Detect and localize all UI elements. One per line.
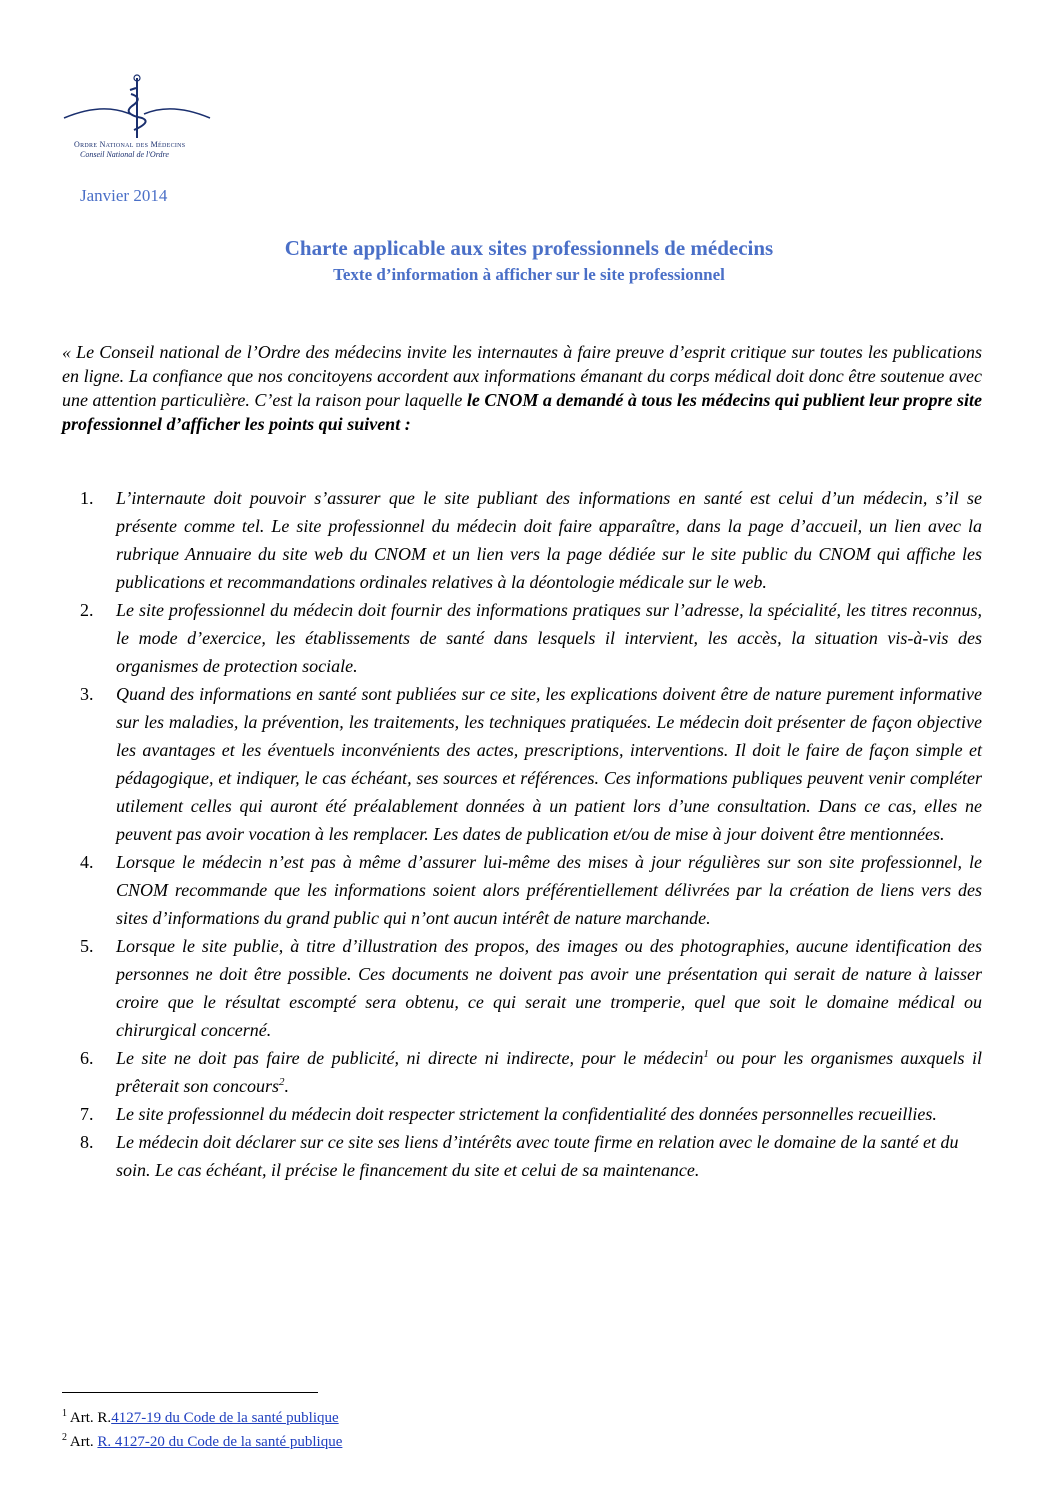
footnote-mark: 2	[62, 1432, 67, 1443]
footnote-ref[interactable]: 1	[703, 1048, 709, 1060]
item-number: 7.	[80, 1104, 94, 1124]
item-text: Le médecin doit déclarer sur ce site ses liens d’intérêts avec toute firme en relation avec le domaine de la santé et du soin. Le cas échéant, il précise le financement du site et celui de sa maintenance.	[116, 1132, 959, 1180]
footnote-mark: 1	[62, 1408, 67, 1419]
intro-paragraph	[62, 340, 982, 436]
item-number: 2.	[80, 600, 94, 620]
item-number: 8.	[80, 1132, 94, 1152]
footnote	[62, 1428, 342, 1452]
page-title: Charte applicable aux sites professionnels de médecins	[284, 236, 774, 260]
list-item	[62, 596, 982, 680]
item-text: Quand des informations en santé sont publiées sur ce site, les explications doivent être de nature purement informative sur les maladies, la prévention, les traitements, les techniques pratiquées. Le médecin doit présenter de façon objective les avantages et les éventuels inconvénients des actes, prescriptions, interventions. Il doit le faire de façon simple et pédagogique, et indiquer, le cas échéant, ses sources et références. Ces informations publiques peuvent venir compléter utilement celles qui auront été préalablement données à un patient lors d’une consultation. Dans ce cas, elles ne peuvent pas avoir vocation à les remplacer. Les dates de publication et/ou de mise à jour doivent être mentionnées.	[116, 684, 982, 844]
footnote-link[interactable]: 4127-19 du Code de la santé publique	[111, 1410, 339, 1426]
item-number: 3.	[80, 684, 94, 704]
list-item	[62, 1044, 982, 1100]
intro-normal: « Le Conseil national de l’Ordre des médecins invite les internautes à faire preuve d’esprit critique sur toutes les publications en ligne. La confiance que nos concitoyens accordent aux informations émanant du corps médical doit donc être soutenue avec une attention particulière. C’est la raison pour laquelle	[62, 342, 982, 410]
item-text: Le site ne doit pas faire de publicité, ni directe ni indirecte, pour le médecin	[116, 1048, 704, 1068]
document-date: Janvier 2014	[80, 186, 168, 205]
list-item	[62, 932, 982, 1044]
footnote-prefix: Art. R.	[67, 1410, 112, 1426]
footnote-prefix: Art.	[67, 1434, 98, 1450]
logo-org-name: Ordre National des Médecins	[74, 140, 186, 149]
list-item	[62, 484, 982, 596]
item-text: Lorsque le médecin n’est pas à même d’assurer lui-même des mises à jour régulières sur son site professionnel, le CNOM recommande que les informations soient alors préférentiellement délivrées par la création de liens vers des sites d’informations du grand public qui n’ont aucun intérêt de nature marchande.	[116, 852, 982, 928]
item-text: L’internaute doit pouvoir s’assurer que le site publiant des informations en santé est celui d’un médecin, s’il se présente comme tel. Le site professionnel du médecin doit faire apparaître, dans la page d’accueil, un lien avec la rubrique Annuaire du site web du CNOM et un lien vers la page dédiée sur le site public du CNOM qui affiche les publications et recommandations ordinales relatives à la déontologie médicale sur le web.	[116, 488, 982, 592]
footnotes	[62, 1404, 342, 1452]
item-number: 5.	[80, 936, 94, 956]
list-item	[62, 1100, 982, 1128]
logo-org-sub: Conseil National de l'Ordre	[80, 150, 169, 159]
page-subtitle: Texte d’information à afficher sur le site professionnel	[333, 265, 725, 284]
item-text: Le site professionnel du médecin doit respecter strictement la confidentialité des données personnelles recueillies.	[116, 1104, 937, 1124]
footnote-ref[interactable]: 2	[278, 1076, 285, 1088]
list-item	[62, 1128, 982, 1184]
item-text: ou pour les organismes auxquels il prêterait son concours	[116, 1048, 983, 1096]
item-text: Lorsque le site publie, à titre d’illustration des propos, des images ou des photographies, aucune identification des personnes ne doit être possible. Ces documents ne doivent pas avoir une présentation qui serait de nature à laisser croire que le résultat escompté sera obtenu, ce qui serait une tromperie, quel que soit le domaine médical ou chirurgical concerné.	[116, 936, 982, 1040]
list-item	[62, 848, 982, 932]
item-text: .	[284, 1076, 289, 1096]
intro-bold: le CNOM a demandé à tous les médecins qui publient leur propre site professionnel d’afficher les points qui suivent :	[62, 390, 983, 434]
logo	[62, 72, 212, 162]
item-number: 4.	[80, 852, 94, 872]
item-text: Le site professionnel du médecin doit fournir des informations pratiques sur l’adresse, la spécialité, les titres reconnus, le mode d’exercice, les établissements de santé dans lesquels il intervient, les accès, la situation vis-à-vis des organismes de protection sociale.	[116, 600, 982, 676]
points-list	[62, 484, 982, 1184]
item-number: 6.	[80, 1048, 94, 1068]
footnote	[62, 1404, 342, 1428]
item-number: 1.	[80, 488, 94, 508]
caduceus-icon	[62, 72, 212, 142]
footnote-divider	[62, 1392, 318, 1393]
list-item	[62, 680, 982, 848]
footnote-link[interactable]: R. 4127-20 du Code de la santé publique	[97, 1434, 343, 1450]
